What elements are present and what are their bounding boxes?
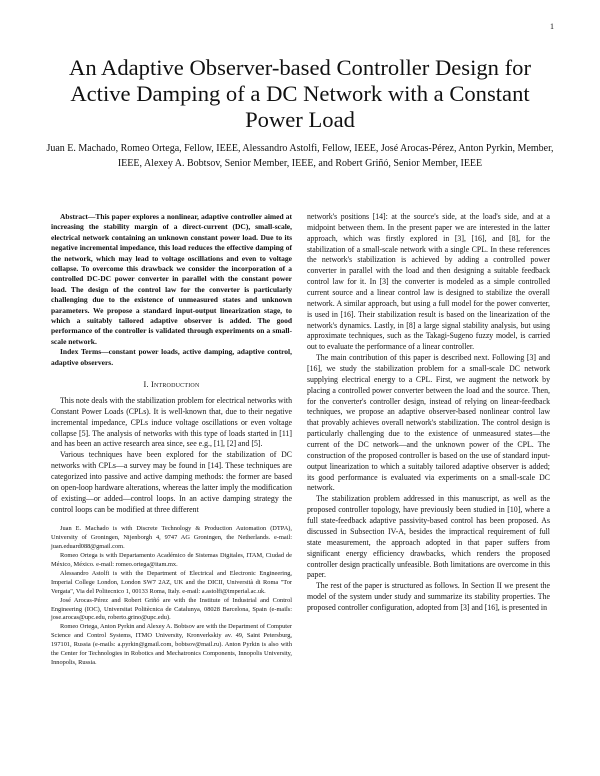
right-column: [307, 212, 550, 614]
author-list: Juan E. Machado, Romeo Ortega, Fellow, IEEE, Alessandro Astolfi, Fellow, IEEE, José Arocas-Pérez, Anton Pyrkin, Member, IEEE, Alexey A. Bobtsov, Senior Member, IEEE, and Robert Griñó, Senior Member, IEEE: [46, 143, 554, 169]
footnote: José Arocas-Pérez and Robert Griñó are with the Institute of Industrial and Control Engineering (IOC), Universitat Politècnica de Catalunya, 08028 Barcelona, Spain (e-mails: jose.arocas@upc.edu, roberto.grino@upc.edu).: [51, 596, 292, 622]
footnote: Alessandro Astolfi is with the Department of Electrical and Electronic Engineering, Imperial College London, London SW7 2AZ, UK and the DICII, Università di Roma "Tor Vergata", Via del Politecnico 1, 00133 Roma, Italy. e-mail: a.astolfi@imperial.ac.uk.: [51, 569, 292, 595]
footnote: Romeo Ortega is with Departamento Académico de Sistemas Digitales, ITAM, Ciudad de México, México. e-mail: romeo.ortega@itam.mx.: [51, 552, 292, 569]
footnote: Romeo Ortega, Anton Pyrkin and Alexey A. Bobtsov are with the Department of Computer Science and Control Systems, ITMO University, Kronverkskiy av. 49, Saint Petersburg, 197101, Russia (e-mails: a.pyrkin@gmail.com, bobtsov@mail.ru). Anton Pyrkin is also with the Center for Technologies in Robotics and Mechatronics Components, Innopolis University, Innopolis, Russia.: [51, 623, 292, 666]
footnote: Juan E. Machado is with Discrete Technology & Production Automation (DTPA), University of Groningen, Nijenborgh 4, 9747 AG Groningen, the Netherlands. e-mail: juan.eduard088@gmail.com.: [51, 525, 292, 551]
intro-paragraph-1: This note deals with the stabilization problem for electrical networks with Constant Power Loads (CPLs). It is well-known that, due to their negative incremental impedance, CPLs induce voltage oscillations or even voltage collapse [5]. The analysis of networks with this type of loads started in [11] and has been an active research area since, see e.g., [1], [2] and [5].: [51, 395, 292, 449]
section-heading-introduction: I. Introduction: [143, 380, 200, 390]
author-footnotes: [51, 523, 292, 668]
body-paragraph-2: The main contribution of this paper is described next. Following [3] and [16], we study the stabilization problem for a small-scale DC network supplying electrical energy to a CPL. First, we augment the network by placing a controlled power converter between the load and the source. Then, for the converter's controller design, instead of relying on linear-feedback techniques, we propose an adaptive observer-based nonlinear control law that provably achieves overall network's stabilization. The control design is particularly challenging due to the existence of unmeasured states—the current of the DC network—and the unknown power of the CPL. The construction of the proposed controller is based on the use of standard input-output linearization to which a suitably tailored adaptive observer is added; its good performance is evaluated via experiments on a small-scale DC network.: [307, 353, 550, 493]
body-paragraph-3: The stabilization problem addressed in this manuscript, as well as the proposed controller topology, have previously been studied in [10], where a full state-feedback adaptive passivity-based control has been proposed. As discussed in Subsection IV-A, besides the impractical requirement of full state measurement, the approach adopted in that paper suffers from significant energy efficiency drawbacks, which renders the proposed controller design practically unfeasible. Both limitations are overcome in this paper.: [307, 494, 550, 580]
page-number: 1: [550, 22, 554, 31]
left-column: [51, 212, 292, 668]
paper-title: An Adaptive Observer-based Controller Design for Active Damping of a DC Network with a Constant Power Load: [69, 55, 531, 132]
index-terms: Index Terms—constant power loads, active damping, adaptive control, adaptive observers.: [51, 347, 292, 367]
body-paragraph-4: The rest of the paper is structured as follows. In Section II we present the model of the system under study and summarize its stability properties. The proposed controller configuration, adopted from [3] and [16], is presented in: [307, 581, 550, 612]
intro-paragraph-2: Various techniques have been explored for the stabilization of DC networks with CPLs—a survey may be found in [14]. These techniques are categorized into passive and active damping methods: the former are based on open-loop hardware alterations, whereas the latter imply the modification of existing—or added—control loops. In an active damping strategy the control loops can be modified at three different: [51, 450, 292, 514]
abstract: Abstract—This paper explores a nonlinear, adaptive controller aimed at increasing the stability margin of a direct-current (DC), small-scale, electrical network containing an unknown constant power load. Due to its negative incremental impedance, this load reduces the effective damping of the network, which may lead to voltage oscillations and even to voltage collapse. To overcome this drawback we consider the incorporation of a controlled DC-DC power converter in parallel with the constant power load. The design of the control law for the converter is particularly challenging due to the existence of unmeasured states and unknown parameters. We propose a standard input-output linearization stage, to which a suitably tailored adaptive observer is added. The good performance of the controller is validated through experiments on a small-scale network.: [51, 212, 292, 346]
body-paragraph-1: network's positions [14]: at the source's side, at the load's side, and at a midpoint between them. In the present paper we are interested in the latter approach, which was firstly explored in [3], [16], and [8], for the stabilization of a small-scale network with a single CPL. In these references the network's stabilization is achieved by adding a controlled power converter in parallel with the load and then designing a suitable feedback control law for it. In [3] the converter is modeled as a simple controlled current source and a linear control law is designed to stabilize the overall network. A similar approach, but using a full model for the power converter, is used in [16]. Their stabilization result is based on the linearization of the network's dynamics. Lastly, in [8] a large signal stability analysis, but using approximate techniques, such as the Takagi-Sugeno fuzzy model, is carried out to evaluate the performance of a linear controller.: [307, 212, 550, 352]
